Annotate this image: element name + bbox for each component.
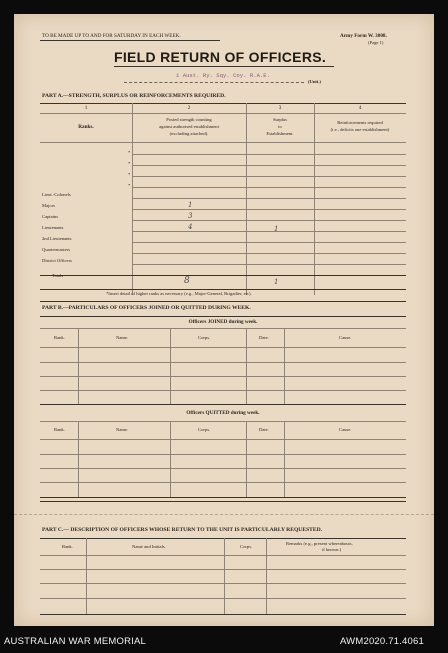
part-c-header-rule [40,555,406,556]
surplus-lieutenants: 1 [274,225,279,233]
rank-lieutenants: Lieutenants [42,225,64,230]
blank-rank-marker: * [128,161,131,166]
col-posted-header-2: against authorised establishment [159,124,219,129]
col-surplus-header-2: to [278,124,282,129]
fold-line [14,514,434,515]
rank-quartermasters: Quartermasters [42,247,71,252]
col-posted-header-1: Posted strength counting [166,117,212,122]
part-c-top-rule [40,538,406,539]
quitted-col-name: Name. [116,427,129,432]
col-number-4: 4 [358,105,362,111]
unit-label: (Unit.) [308,79,321,84]
quitted-heading: Officers QUITTED during week. [186,410,260,416]
totals-rule [40,275,406,276]
quitted-col-corps: Corps. [198,427,211,432]
form-instruction: TO BE MADE UP TO AND FOR SATURDAY IN EACH WEEK. [42,33,181,39]
rank-2nd-lieutenants: 2nd Lieutenants [42,236,72,241]
part-a-heading: PART A.—STRENGTH, SURPLUS OR REINFORCEMENTS REQUIRED. [42,93,226,99]
part-b-close-rule [40,501,406,502]
part-c-col-rank: Rank. [62,544,73,549]
part-c-heading: PART C.— DESCRIPTION OF OFFICERS WHOSE RETURN TO THE UNIT IS PARTICULARLY REQUESTED. [42,527,323,533]
col-number-2: 2 [187,105,191,111]
rank-majors: Majors [42,203,56,208]
joined-header-rule [40,347,406,348]
rank-district-officers: District Officers [42,258,72,263]
col-reinf-header-2: (i.e., deficits one establishment) [330,127,390,132]
part-a-bottom-rule [40,289,406,290]
quitted-col-sep [170,421,171,497]
part-b-top-rule [40,316,406,317]
unit-dotted-line [124,82,304,83]
instruction-underline [40,40,220,41]
joined-col-cause: Cause. [339,335,352,340]
joined-col-date: Date. [259,335,269,340]
unit-stamp: 1 Aust. Ry. Sqy. Coy. R.A.E. [176,72,270,79]
quitted-bottom-rule [40,497,406,498]
part-a-top-rule [40,103,406,104]
form-title: FIELD RETURN OF OFFICERS. [114,49,327,65]
posted-majors: 1 [188,201,193,209]
part-c-col-sep [224,538,225,614]
totals-label: Totals [52,273,64,278]
col-ranks-header: Ranks. [78,124,94,130]
joined-col-sep [284,328,285,404]
blank-rank-marker: * [128,172,131,177]
joined-col-sep [246,328,247,404]
part-c-col-sep [266,538,267,614]
posted-captains: 3 [188,212,193,220]
joined-bottom-rule [40,404,406,405]
col-surplus-header-3: Establishment. [266,131,294,136]
form-number: Army Form W. 3008. [340,33,387,39]
part-c-col-remarks-2: if known.) [322,547,342,552]
part-c-col-corps: Corps. [240,544,253,549]
col-surplus-header-1: Surplus [272,117,288,122]
col-posted-header-3: (excluding attached). [169,131,209,136]
part-a-close-rule [40,301,406,302]
totals-surplus: 1 [274,278,279,286]
joined-col-corps: Corps. [198,335,211,340]
col-number-3: 3 [278,105,282,111]
joined-col-rank: Rank. [54,335,65,340]
title-underline [114,66,334,67]
part-b-heading: PART B.—PARTICULARS OF OFFICERS JOINED OR QUITTED DURING WEEK. [42,305,251,311]
form-sheet [14,14,434,626]
quitted-col-date: Date. [259,427,269,432]
posted-lieutenants: 4 [188,223,193,231]
part-c-bottom-rule [40,614,406,615]
quitted-col-sep [246,421,247,497]
quitted-col-rank: Rank. [54,427,65,432]
footer-credit: AUSTRALIAN WAR MEMORIAL [4,636,147,647]
blank-rank-marker: * [128,183,131,188]
part-a-number-rule [40,113,406,114]
joined-heading: Officers JOINED during week. [188,319,258,325]
totals-posted: 8 [184,276,190,286]
quitted-header-rule [40,439,406,440]
part-c-col-name: Name and Initials. [132,544,166,549]
joined-col-name: Name. [116,335,129,340]
quitted-col-sep [78,421,79,497]
rank-captains: Captains [42,214,59,219]
joined-col-sep [170,328,171,404]
joined-header-top-rule [40,328,406,329]
part-c-col-sep [86,538,87,614]
quitted-col-cause: Cause. [339,427,352,432]
quitted-header-top-rule [40,421,406,422]
col-reinf-header-1: Reinforcements required [337,120,383,125]
blank-rank-marker: * [128,150,131,155]
col-number-1: 1 [84,105,88,111]
footer-accession-number: AWM2020.71.4061 [340,636,424,647]
form-page: (Page 1) [368,40,384,45]
part-c-col-remarks-1: Remarks (e.g., present whereabouts, [286,541,353,546]
joined-col-sep [78,328,79,404]
rank-lieut-colonels: Lieut.-Colonels [42,192,71,197]
part-a-footnote: *Insert detail of higher ranks as necessary (e.g., Major-General, Brigadier, etc). [106,291,252,296]
part-a-header-rule [40,142,406,143]
quitted-col-sep [284,421,285,497]
